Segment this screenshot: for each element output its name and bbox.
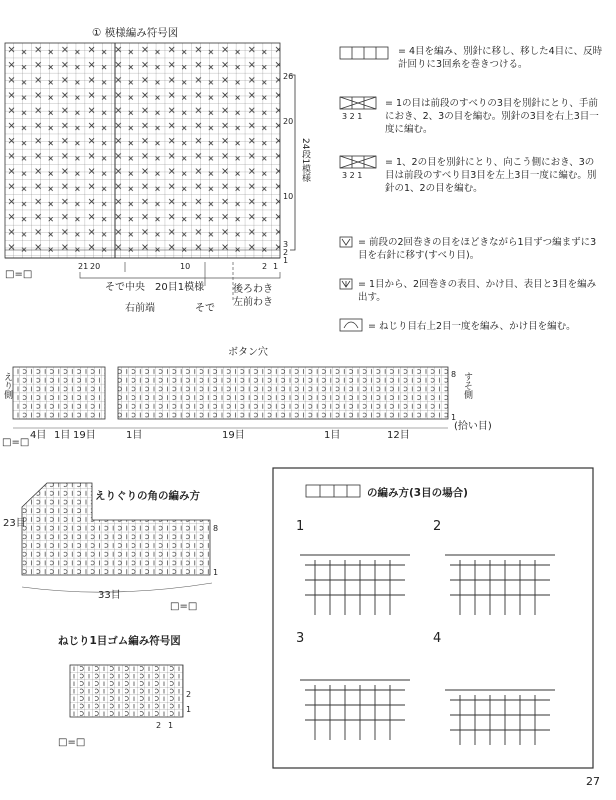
col-label-1: 1: [273, 262, 279, 271]
ribbing-key: □=□: [58, 737, 86, 748]
label-back-arm: 後ろわき: [233, 284, 273, 295]
legend-3-sub: 3 2 1: [342, 171, 363, 180]
label-sleeve: そで: [195, 303, 215, 314]
page-number: 27: [586, 775, 600, 788]
row-label-2: 2: [283, 248, 289, 257]
legend-4: = 前段の2回巻きの目をほどきながら1目ずつ編まずに3目を右針に移す(すべり目)。: [358, 237, 597, 261]
legend-1: = 4目を編み、別針に移し、移した4目に、反時計回りに3回糸を巻きつける。: [398, 46, 603, 70]
label-center-back: そで中央: [105, 282, 145, 293]
collar-row-1: 1: [213, 568, 219, 577]
label-right-front: 右前端: [125, 303, 155, 314]
row-label-20: 20: [283, 117, 294, 126]
ribbing-row-1: 1: [186, 705, 192, 714]
legend-2-sub: 3 2 1: [342, 112, 363, 121]
bh-m-1a: 1目: [54, 430, 71, 441]
ribbing-title: ねじり1目ゴム編み符号図: [58, 635, 181, 647]
ribbing-col-1: 1: [168, 721, 174, 730]
bh-m-1b: 1目: [126, 430, 143, 441]
chart1-title: ① 模様編み符号図: [92, 27, 179, 39]
howto-step-4: 4: [433, 631, 442, 646]
row-label-3: 3: [283, 240, 289, 249]
bh-m-4: 4目: [30, 430, 47, 441]
buttonhole-row-8: 8: [451, 370, 457, 379]
legend-6: = ねじり目右上2目一度を編み、かけ目を編む。: [368, 321, 576, 332]
label-left-front-side: 左前わき: [233, 297, 273, 308]
buttonhole-title: ボタン穴: [228, 347, 268, 358]
buttonhole-row-1: 1: [451, 413, 457, 422]
ribbing-row-2: 2: [186, 690, 192, 699]
collar-stitches-label: 33目: [98, 590, 121, 601]
howto-title: の編み方(3目の場合): [367, 487, 468, 499]
col-label-21: 21: [78, 262, 89, 271]
collar-title: えりぐりの角の編み方: [95, 490, 200, 502]
col-label-2: 2: [262, 262, 268, 271]
howto-step-2: 2: [433, 519, 442, 534]
row-label-26: 26: [283, 72, 294, 81]
buttonhole-right-side: すそ側: [462, 372, 472, 399]
legend-5: = 1目から、2回巻きの表目、かけ目、表目と3目を編み出す。: [358, 279, 597, 303]
row-label-10: 10: [283, 192, 294, 201]
howto-step-1: 1: [296, 519, 305, 534]
bh-m-12: 12目: [387, 430, 410, 441]
row-label-1: 1: [283, 256, 289, 265]
legend-2: = 1の目は前段のすべりの3目を別針にとり、手前におき、2、3の目を編む。別針の3目を右上3目一度に編む。: [385, 98, 599, 135]
collar-row-8: 8: [213, 524, 219, 533]
bh-pickup: (拾い目): [454, 421, 492, 432]
collar-key: □=□: [170, 601, 198, 612]
bh-m-19b: 19目: [222, 430, 245, 441]
collar-rows-label: 23目: [3, 518, 26, 529]
buttonhole-key: □=□: [2, 437, 30, 448]
ribbing-col-2: 2: [156, 721, 162, 730]
label-repeat: 20目1模様: [155, 282, 205, 293]
chart1-vertical-note: 24段1模様: [300, 138, 310, 183]
col-label-10: 10: [180, 262, 191, 271]
buttonhole-left-side: えり側: [2, 372, 12, 399]
howto-step-3: 3: [296, 631, 305, 646]
chart1-key: □=□: [5, 269, 33, 280]
bh-m-1c: 1目: [324, 430, 341, 441]
legend-3: = 1、2の目を別針にとり、向こう側におき、3の目は前段のすべり目3目を左上3目一度に編む。別針の1、2の目を編む。: [385, 157, 597, 194]
col-label-20: 20: [90, 262, 101, 271]
bh-m-19a: 19目: [73, 430, 96, 441]
